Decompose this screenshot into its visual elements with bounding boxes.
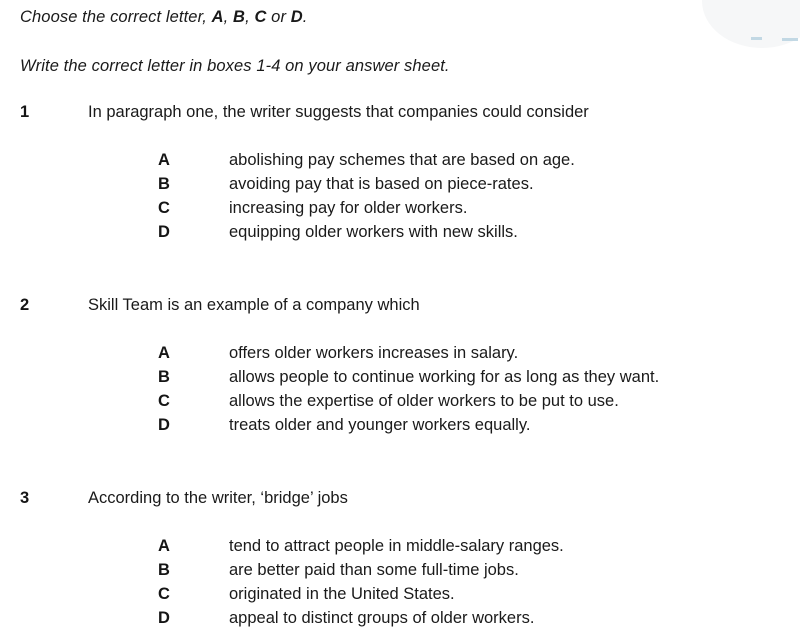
instruction-line-write-letter: Write the correct letter in boxes 1-4 on your answer sheet. bbox=[20, 57, 450, 75]
option-letter-1a: A bbox=[158, 151, 170, 169]
instruction-line-choose-letter bbox=[20, 4, 760, 30]
question-prompt-2: Skill Team is an example of a company which bbox=[88, 296, 420, 314]
options-list-1 bbox=[0, 148, 800, 244]
option-letter-3b: B bbox=[158, 561, 170, 579]
option-row-2d[interactable] bbox=[0, 413, 800, 437]
option-letter-3c: C bbox=[158, 585, 170, 603]
instruction-letter-d: D bbox=[290, 8, 303, 26]
option-letter-1b: B bbox=[158, 175, 170, 193]
instruction-letter-b: B bbox=[233, 8, 246, 26]
question-number-3: 3 bbox=[20, 489, 30, 507]
option-letter-3a: A bbox=[158, 537, 170, 555]
option-row-3d[interactable] bbox=[0, 606, 800, 630]
option-text-1b: avoiding pay that is based on piece-rates. bbox=[229, 175, 534, 193]
option-text-1c: increasing pay for older workers. bbox=[229, 199, 468, 217]
option-text-1d: equipping older workers with new skills. bbox=[229, 223, 518, 241]
question-block-1 bbox=[0, 100, 800, 244]
question-heading-1 bbox=[0, 100, 800, 124]
option-text-1a: abolishing pay schemes that are based on age. bbox=[229, 151, 575, 169]
instructions-block bbox=[20, 4, 760, 79]
instruction-choose-suffix: . bbox=[302, 8, 308, 26]
option-text-2c: allows the expertise of older workers to be put to use. bbox=[229, 392, 619, 410]
option-row-3b[interactable] bbox=[0, 558, 800, 582]
option-letter-2a: A bbox=[158, 344, 170, 362]
question-number-2: 2 bbox=[20, 296, 30, 314]
option-row-1d[interactable] bbox=[0, 220, 800, 244]
question-block-3 bbox=[0, 486, 800, 630]
option-text-2b: allows people to continue working for as long as they want. bbox=[229, 368, 660, 386]
option-letter-1d: D bbox=[158, 223, 170, 241]
option-text-3b: are better paid than some full-time jobs. bbox=[229, 561, 519, 579]
option-row-2c[interactable] bbox=[0, 389, 800, 413]
instruction-separator-1: , bbox=[223, 8, 234, 26]
option-text-3d: appeal to distinct groups of older workers. bbox=[229, 609, 535, 627]
option-text-3a: tend to attract people in middle-salary ranges. bbox=[229, 537, 564, 555]
question-heading-2 bbox=[0, 293, 800, 317]
question-heading-3 bbox=[0, 486, 800, 510]
question-number-1: 1 bbox=[20, 103, 30, 121]
option-text-2a: offers older workers increases in salary. bbox=[229, 344, 519, 362]
option-letter-2d: D bbox=[158, 416, 170, 434]
question-prompt-1: In paragraph one, the writer suggests that companies could consider bbox=[88, 103, 589, 121]
option-letter-3d: D bbox=[158, 609, 170, 627]
option-letter-1c: C bbox=[158, 199, 170, 217]
option-text-2d: treats older and younger workers equally. bbox=[229, 416, 531, 434]
option-row-3c[interactable] bbox=[0, 582, 800, 606]
question-block-2 bbox=[0, 293, 800, 437]
option-letter-2c: C bbox=[158, 392, 170, 410]
options-list-3 bbox=[0, 534, 800, 630]
instruction-separator-2: , bbox=[245, 8, 255, 26]
option-row-1b[interactable] bbox=[0, 172, 800, 196]
option-row-2a[interactable] bbox=[0, 341, 800, 365]
option-row-2b[interactable] bbox=[0, 365, 800, 389]
instruction-separator-3: or bbox=[266, 8, 291, 26]
instruction-letter-a: A bbox=[211, 8, 224, 26]
option-row-3a[interactable] bbox=[0, 534, 800, 558]
option-letter-2b: B bbox=[158, 368, 170, 386]
option-row-1a[interactable] bbox=[0, 148, 800, 172]
instruction-choose-prefix: Choose the correct letter, bbox=[20, 8, 212, 26]
questions-list bbox=[0, 100, 800, 630]
question-prompt-3: According to the writer, ‘bridge’ jobs bbox=[88, 489, 348, 507]
option-row-1c[interactable] bbox=[0, 196, 800, 220]
option-text-3c: originated in the United States. bbox=[229, 585, 455, 603]
instruction-letter-c: C bbox=[254, 8, 267, 26]
options-list-2 bbox=[0, 341, 800, 437]
